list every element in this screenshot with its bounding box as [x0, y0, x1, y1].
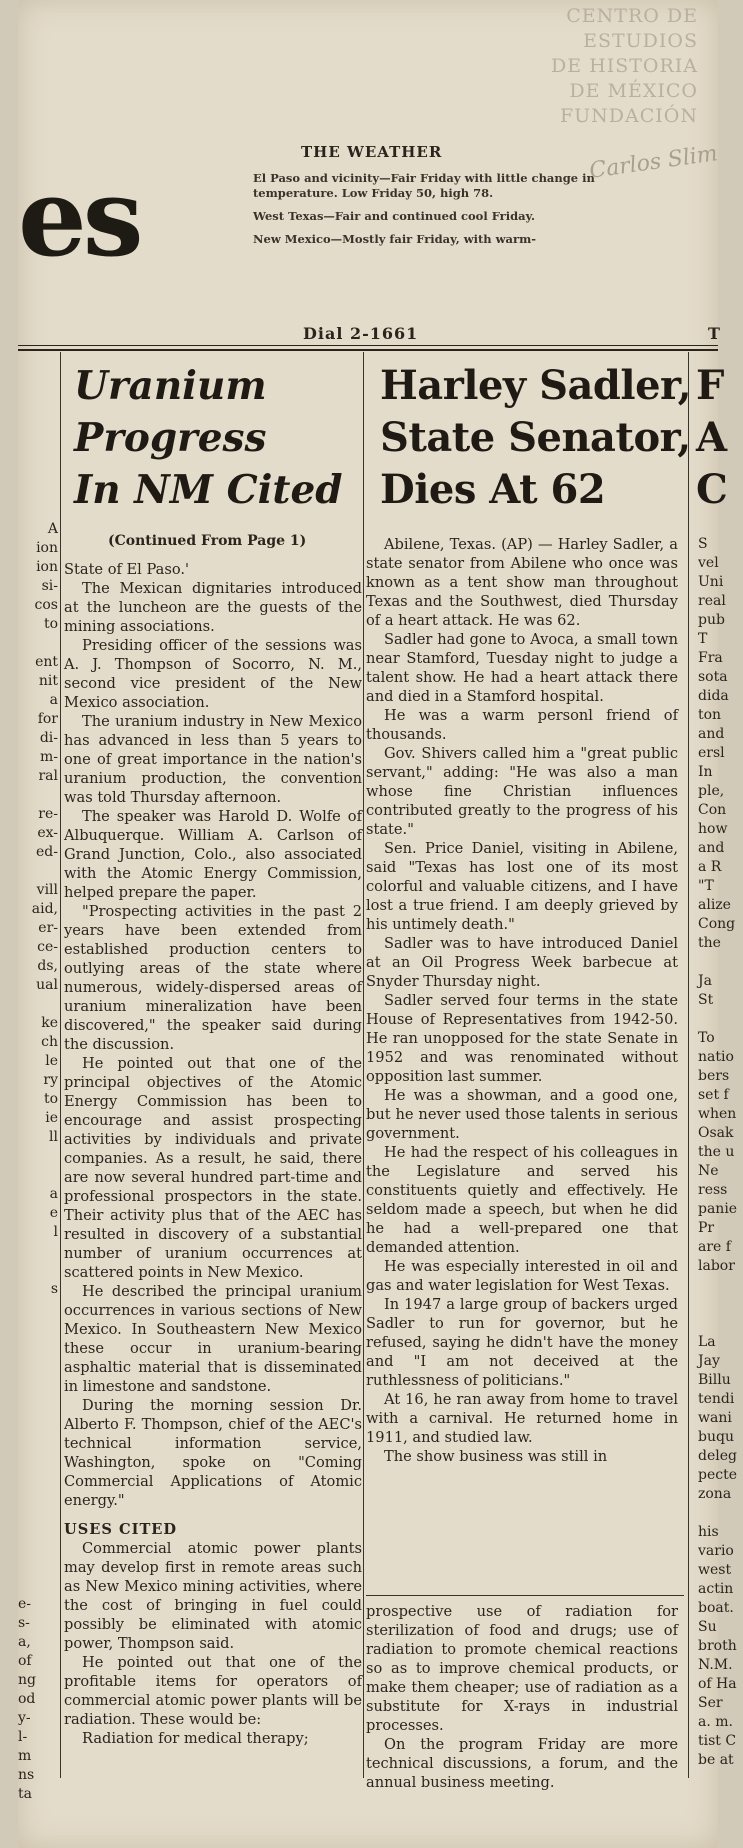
fragment-line: [18, 1337, 58, 1356]
fragment-line: the u: [698, 1144, 735, 1160]
fragment-line: [18, 995, 58, 1014]
fragment-line: Ja: [698, 973, 712, 989]
weather-new-mexico: New Mexico—Mostly fair Friday, with warm-: [253, 232, 537, 246]
fragment-line: si-: [41, 578, 58, 594]
fragment-line: are f: [698, 1239, 731, 1255]
headline-line: State Senator,: [380, 414, 691, 461]
weather-title: THE WEATHER: [301, 143, 443, 161]
fragment-line: [18, 1242, 58, 1261]
left-column-fragment: [18, 520, 58, 1375]
headline-letter: F: [696, 362, 725, 409]
fragment-line: ex-: [37, 825, 58, 841]
paragraph: At 16, he ran away from home to travel with a carnival. He returned home in 1911, and studied law.: [366, 1391, 678, 1446]
fragment-line: La: [698, 1334, 716, 1350]
fragment-line: Osak: [698, 1125, 734, 1141]
fragment-line: Fra: [698, 650, 723, 666]
fragment-line: ry: [43, 1072, 58, 1088]
fragment-line: and: [698, 726, 725, 742]
paragraph: State of El Paso.': [64, 561, 190, 578]
fragment-line: [18, 1261, 58, 1280]
fragment-line: boat.: [698, 1600, 734, 1616]
fragment-line: be at: [698, 1752, 734, 1768]
fragment-line: To: [698, 1030, 715, 1046]
fragment-line: [18, 786, 58, 805]
paragraph: prospective use of radiation for sterilization of food and drugs; use of radiation to promote chemical reactions so as to improve chemical products, or make them cheaper; use of radiation as a substitute for X-rays in industrial processes.: [366, 1603, 678, 1734]
fragment-line: m-: [39, 749, 58, 765]
paragraph: Abilene, Texas. (AP) — Harley Sadler, a state senator from Abilene who once was known as a tent show man throughout Texas and the Southwest, died Thursday of a heart attack. He was 62.: [366, 536, 678, 629]
fragment-line: west: [698, 1562, 732, 1578]
fragment-line: [18, 862, 58, 881]
dial-phone-number: Dial 2-1661: [303, 324, 419, 343]
paragraph: Radiation for medical therapy;: [82, 1730, 309, 1747]
fragment-line: zona: [698, 1486, 732, 1502]
watermark-line: ESTUDIOS: [583, 30, 698, 52]
fragment-line: deleg: [698, 1448, 737, 1464]
fragment-line: Ser: [698, 1695, 723, 1711]
headline-line: Progress: [74, 415, 267, 461]
fragment-line: wani: [698, 1410, 732, 1426]
fragment-line: real: [698, 593, 726, 609]
fragment-line: "T: [698, 878, 714, 894]
fragment-line: a: [49, 692, 58, 708]
fragment-line: er-: [38, 920, 58, 936]
fragment-line: a. m.: [698, 1714, 733, 1730]
fragment-line: tendi: [698, 1391, 735, 1407]
fragment-line: [18, 1166, 58, 1185]
fragment-line: Billu: [698, 1372, 731, 1388]
fragment-line: alize: [698, 897, 731, 913]
paragraph: Gov. Shivers called him a "great public servant," adding: "He was also a man whose fine Christian influences contributed greatly to the progress of his state.": [366, 745, 678, 838]
fragment-line: [698, 1314, 738, 1333]
fragment-line: bers: [698, 1068, 730, 1084]
weather-el-paso: El Paso and vicinity—Fair Friday with little change in temperature. Low Friday 50, high 78.: [253, 171, 595, 200]
fragment-line: to: [43, 616, 58, 632]
paragraph: He had the respect of his colleagues in the Legislature and served his constituents quietly and effectively. He seldom made a speech, but when he did he had a well-prepared one that demanded attention.: [366, 1144, 678, 1256]
fragment-line: nit: [38, 673, 58, 689]
fragment-line: and: [698, 840, 725, 856]
fragment-line: ds,: [37, 958, 58, 974]
top-rule: [18, 349, 718, 351]
headline-letter: A: [696, 414, 728, 461]
paragraph: The speaker was Harold D. Wolfe of Albuquerque. William A. Carlson of Grand Junction, Colo., also associated with the Atomic Energy Commission, helped prepare the paper.: [64, 808, 362, 901]
fragment-line: buqu: [698, 1429, 734, 1445]
fragment-line: [18, 1356, 58, 1375]
fragment-line: ion: [36, 559, 58, 575]
fragment-line: Cong: [698, 916, 736, 932]
headline-line: Dies At 62: [380, 466, 606, 513]
fragment-line: ion: [36, 540, 58, 556]
continued-note: (Continued From Page 1): [108, 533, 307, 549]
paragraph: Sadler had gone to Avoca, a small town near Stamford, Tuesday night to judge a talent show. He had a heart attack there and died in a Stamford hospital.: [366, 631, 678, 705]
paragraph: The Mexican dignitaries introduced at the luncheon are the guests of the mining associations.: [64, 580, 362, 635]
fragment-line: ie: [45, 1110, 58, 1126]
fragment-line: [698, 953, 738, 972]
column-rule: [60, 352, 61, 1778]
fragment-line: tist C: [698, 1733, 737, 1749]
fragment-line: m: [18, 1748, 32, 1764]
fragment-line: ce-: [37, 939, 58, 955]
fragment-line: N.M.: [698, 1657, 733, 1673]
fragment-line: sota: [698, 669, 728, 685]
article1-body: [64, 560, 362, 1748]
paragraph: Commercial atomic power plants may develop first in remote areas such as New Mexico mining activities, where the cost of bringing in fuel could possibly be eliminated with atomic power, Thompson said.: [64, 1540, 362, 1652]
fragment-line: when: [698, 1106, 737, 1122]
fragment-line: a R: [698, 859, 722, 875]
archive-watermark: [548, 4, 698, 129]
fragment-line: natio: [698, 1049, 734, 1065]
fragment-line: broth: [698, 1638, 737, 1654]
paragraph: Sadler was to have introduced Daniel at an Oil Progress Week barbecue at Snyder Thursday night.: [366, 935, 678, 990]
fragment-line: e-: [18, 1596, 32, 1612]
fragment-line: ns: [18, 1767, 35, 1783]
fragment-line: actin: [698, 1581, 734, 1597]
headline-line: Uranium: [74, 363, 267, 409]
fragment-line: ll: [49, 1129, 58, 1145]
fragment-line: ral: [38, 768, 58, 784]
fragment-line: ress: [698, 1182, 728, 1198]
fragment-line: cos: [34, 597, 58, 613]
fragment-line: vario: [698, 1543, 734, 1559]
fragment-line: for: [37, 711, 58, 727]
fragment-line: set f: [698, 1087, 729, 1103]
fragment-line: ual: [36, 977, 58, 993]
left-bottom-fragment: [18, 1595, 40, 1804]
paragraph: He described the principal uranium occurrences in various sections of New Mexico. In Southeastern New Mexico these occur in uranium-bearing asphaltic material that is disseminated in limestone and sandstone.: [64, 1283, 362, 1395]
fragment-line: aid,: [31, 901, 58, 917]
paragraph: Sadler served four terms in the state House of Representatives from 1942-50. He ran unopposed for the state Senate in 1952 and was renominated without opposition last summer.: [366, 992, 678, 1085]
paragraph: He pointed out that one of the profitable items for operators of commercial atomic power plants will be radiation. These would be:: [64, 1654, 362, 1728]
column-break-rule: [366, 1595, 684, 1596]
fragment-line: dida: [698, 688, 729, 704]
paragraph: He was especially interested in oil and gas and water legislation for West Texas.: [366, 1258, 678, 1294]
fragment-line: Uni: [698, 574, 724, 590]
newspaper-clipping: [18, 0, 738, 1848]
fragment-line: ch: [41, 1034, 58, 1050]
fragment-line: a: [49, 1186, 58, 1202]
fragment-line: panie: [698, 1201, 738, 1217]
paragraph: The uranium industry in New Mexico has advanced in less than 5 years to one of great importance in the nation's uranium production, the convention was told Thursday afternoon.: [64, 713, 362, 806]
fragment-line: how: [698, 821, 728, 837]
fragment-line: pecte: [698, 1467, 737, 1483]
masthead-fragment: es: [18, 155, 140, 281]
subhead: USES CITED: [64, 1521, 178, 1538]
fragment-line: ple,: [698, 783, 725, 799]
watermark-line: DE MÉXICO: [569, 80, 698, 102]
fragment-line: In: [698, 764, 713, 780]
watermark-line: DE HISTORIA: [550, 55, 698, 77]
headline-line: Harley Sadler,: [380, 362, 692, 409]
fragment-line: l: [53, 1224, 58, 1240]
headline-line: In NM Cited: [74, 467, 343, 513]
fragment-line: Pr: [698, 1220, 715, 1236]
paragraph: In 1947 a large group of backers urged Sadler to run for governor, but he refused, saying he didn't have the money and "I am not deceived at the ruthlessness of politicians.": [366, 1296, 678, 1389]
fragment-line: ent: [35, 654, 58, 670]
fragment-line: T: [698, 631, 708, 647]
dial-right-fragment: T: [708, 324, 720, 343]
paragraph: He was a showman, and a good one, but he never used those talents in serious government.: [366, 1087, 678, 1142]
fragment-line: ng: [18, 1672, 36, 1688]
fragment-line: [698, 1010, 738, 1029]
fragment-line: [18, 634, 58, 653]
article1-continuation: [366, 1602, 678, 1792]
watermark-line: FUNDACIÓN: [559, 105, 698, 127]
weather-box: [253, 143, 653, 255]
fragment-line: pub: [698, 612, 725, 628]
paragraph: He pointed out that one of the principal objectives of the Atomic Energy Commission has been to encourage and assist prospecting activities by individuals and private companies. As a result, he said, there are now several hundred part-time and professional prospectors in the state. Their activity plus that of the AEC has resulted in discovery of a substantial number of uranium occurrences at scattered points in New Mexico.: [64, 1055, 362, 1281]
fragment-line: s: [50, 1281, 58, 1297]
article1-headline: [74, 360, 364, 516]
fragment-line: St: [698, 992, 714, 1008]
fragment-line: labor: [698, 1258, 735, 1274]
fragment-line: e: [49, 1205, 58, 1221]
fragment-line: [698, 1276, 738, 1295]
fragment-line: [18, 1318, 58, 1337]
watermark-line: CENTRO DE: [566, 5, 698, 27]
paragraph: The show business was still in: [384, 1448, 608, 1465]
fragment-line: the: [698, 935, 721, 951]
column-rule: [363, 352, 364, 1778]
paragraph: He was a warm personl friend of thousands.: [366, 707, 678, 743]
fragment-line: le: [45, 1053, 58, 1069]
fragment-line: s-: [18, 1615, 30, 1631]
fragment-line: Con: [698, 802, 727, 818]
fragment-line: [18, 1147, 58, 1166]
right-column-fragment: [698, 535, 738, 1770]
fragment-line: [698, 1295, 738, 1314]
weather-west-texas: West Texas—Fair and continued cool Friday.: [253, 209, 535, 223]
fragment-line: vel: [698, 555, 719, 571]
fragment-line: of: [18, 1653, 32, 1669]
fragment-line: ton: [698, 707, 722, 723]
fragment-line: di-: [39, 730, 58, 746]
handwritten-signature: Carlos Slim: [587, 141, 720, 184]
top-rule-thin: [18, 345, 718, 346]
right-headline-fragment: [696, 360, 728, 516]
fragment-line: ed-: [36, 844, 58, 860]
fragment-line: ersl: [698, 745, 725, 761]
fragment-line: of Ha: [698, 1676, 737, 1692]
fragment-line: l-: [18, 1729, 28, 1745]
paragraph: On the program Friday are more technical discussions, a forum, and the annual business meeting.: [366, 1736, 678, 1791]
paragraph: "Prospecting activities in the past 2 years have been extended from established production centers to outlying areas of the state where numerous, widely-dispersed areas of uranium mineralization have been discovered," the speaker said during the discussion.: [64, 903, 362, 1053]
fragment-line: to: [43, 1091, 58, 1107]
fragment-line: ta: [18, 1786, 32, 1802]
fragment-line: A: [47, 521, 58, 537]
headline-letter: C: [696, 466, 728, 513]
fragment-line: re-: [38, 806, 58, 822]
fragment-line: od: [18, 1691, 36, 1707]
column-rule: [688, 352, 689, 1778]
article2-headline: [380, 360, 700, 516]
paragraph: Sen. Price Daniel, visiting in Abilene, said "Texas has lost one of its most colorful and valuable citizens, and I have lost a true friend. I am deeply grieved by his untimely death.": [366, 840, 678, 933]
article2-body: [366, 535, 678, 1466]
fragment-line: ke: [41, 1015, 58, 1031]
fragment-line: [698, 1504, 738, 1523]
fragment-line: Jay: [698, 1353, 720, 1369]
fragment-line: y-: [18, 1710, 31, 1726]
fragment-line: [18, 1299, 58, 1318]
fragment-line: a,: [18, 1634, 31, 1650]
paragraph: Presiding officer of the sessions was A. J. Thompson of Socorro, N. M., second vice president of the New Mexico association.: [64, 637, 362, 711]
fragment-line: vill: [36, 882, 58, 898]
fragment-line: S: [698, 536, 708, 552]
fragment-line: Su: [698, 1619, 717, 1635]
fragment-line: Ne: [698, 1163, 719, 1179]
paragraph: During the morning session Dr. Alberto F. Thompson, chief of the AEC's technical information service, Washington, spoke on "Coming Commercial Applications of Atomic energy.": [64, 1397, 362, 1509]
fragment-line: his: [698, 1524, 719, 1540]
